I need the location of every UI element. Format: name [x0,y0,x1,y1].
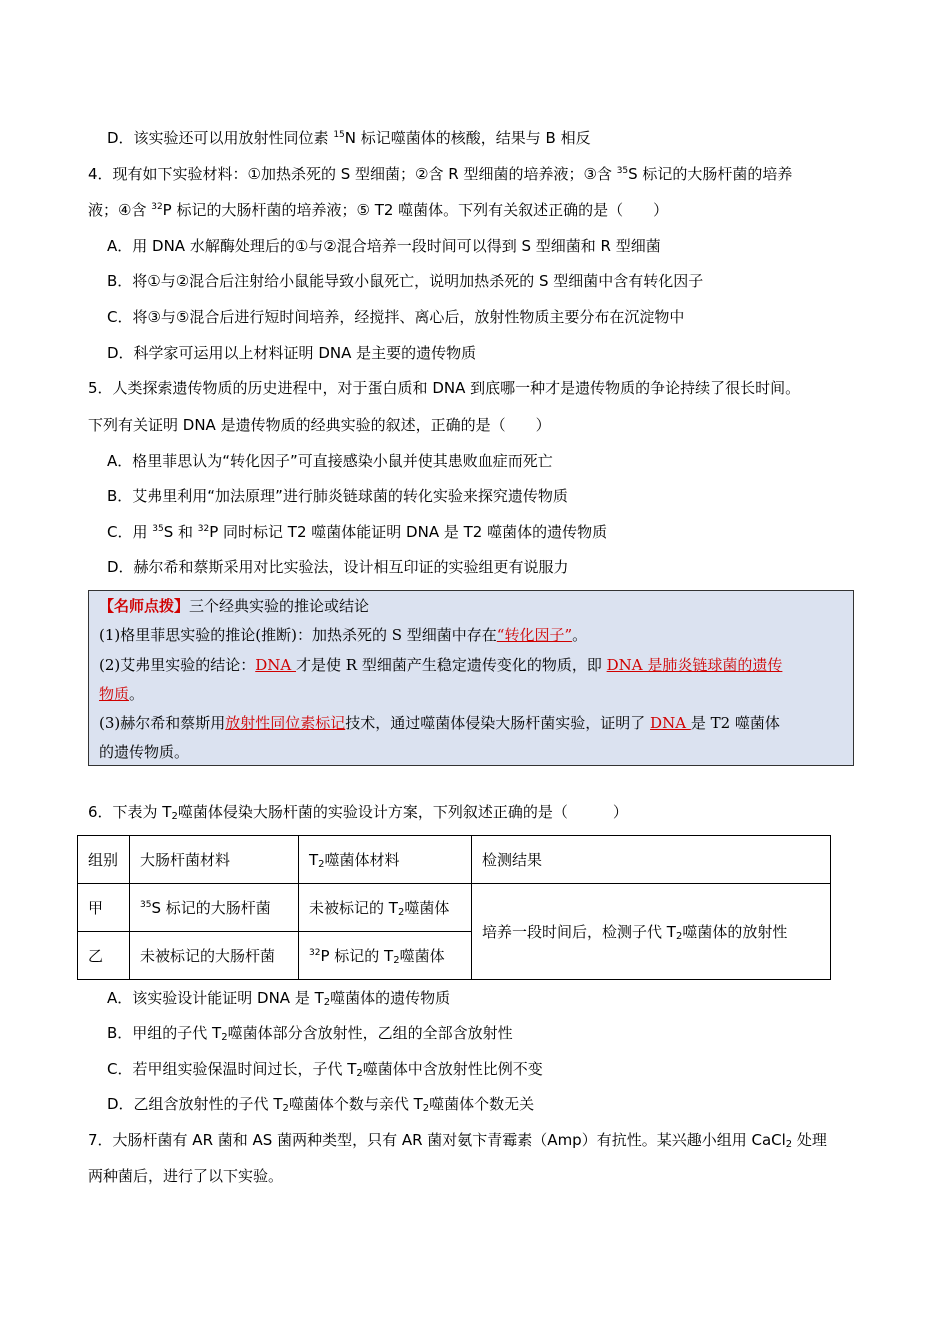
q5-option-d: D．赫尔希和蔡斯采用对比实验法，设计相互印证的实验组更有说服力 [107,558,569,576]
q4-option-c: C．将③与⑤混合后进行短时间培养，经搅拌、离心后，放射性物质主要分布在沉淀物中 [107,308,685,326]
q6-option-b: B．甲组的子代 $T_2$噬菌体部分含放射性，乙组的全部含放射性 [107,1024,513,1043]
q3-option-d: D．该实验还可以用放射性同位素 $^{15}$N 标记噬菌体的核酸，结果与 B 相反 [107,129,591,147]
q5-stem-line2: 下列有关证明 DNA 是遗传物质的经典实验的叙述，正确的是（ ） [88,416,551,434]
table-header-cell: 检测结果 [472,836,831,884]
tip-line-4: (3)赫尔希和蔡斯用放射性同位素标记技术，通过噬菌体侵染大肠杆菌实验，证明了 DNA 是 T2 噬菌体 [99,714,780,732]
q5-option-a: A．格里菲思认为“转化因子”可直接感染小鼠并使其患败血症而死亡 [107,452,553,470]
table-cell: 甲 [78,884,130,932]
q5-stem-line1: 5．人类探索遗传物质的历史进程中，对于蛋白质和 DNA 到底哪一种才是遗传物质的争论持续了很长时间。 [88,379,801,397]
table-cell: $^{32}$P 标记的 $T_2$噬菌体 [299,932,472,980]
q4-stem-line2: 液；④含 $^{32}$P 标记的大肠杆菌的培养液；⑤ T2 噬菌体。下列有关叙述正确的是（ ） [88,201,669,219]
q6-option-d: D．乙组含放射性的子代 $T_2$噬菌体个数与亲代 $T_2$噬菌体个数无关 [107,1095,535,1114]
q4-option-a: A．用 DNA 水解酶处理后的①与②混合培养一段时间可以得到 S 型细菌和 R 型细菌 [107,237,661,255]
q6-stem: 6．下表为 $T_2$噬菌体侵染大肠杆菌的实验设计方案，下列叙述正确的是（ ） [88,803,628,822]
table-cell: $^{35}$S 标记的大肠杆菌 [130,884,299,932]
tip-title-line: 【名师点拨】三个经典实验的推论或结论 [99,597,370,615]
table-cell-result: 培养一段时间后，检测子代 $T_2$噬菌体的放射性 [472,884,831,980]
tip-line-1: (1)格里菲思实验的推论(推断)：加热杀死的 S 型细菌中存在“转化因子”。 [99,626,588,644]
q5-option-c: C．用 $^{35}$S 和 $^{32}$P 同时标记 T2 噬菌体能证明 DNA 是 T2 噬菌体的遗传物质 [107,523,608,541]
q7-stem-line1: 7．大肠杆菌有 AR 菌和 AS 菌两种类型，只有 AR 菌对氨卞青霉素（Amp）有抗性。某兴趣小组用 CaCl$_2$ 处理 [88,1131,827,1150]
tip-line-5: 的遗传物质。 [99,743,190,761]
table-header-cell: 大肠杆菌材料 [130,836,299,884]
tip-title: 【名师点拨】 [99,597,190,615]
table-header-row [78,836,831,884]
table-header-cell: 组别 [78,836,130,884]
q5-option-b: B．艾弗里利用“加法原理”进行肺炎链球菌的转化实验来探究遗传物质 [107,487,568,505]
q4-option-b: B．将①与②混合后注射给小鼠能导致小鼠死亡，说明加热杀死的 S 型细菌中含有转化因子 [107,272,704,290]
q7-stem-line2: 两种菌后，进行了以下实验。 [88,1167,284,1185]
table-cell: 乙 [78,932,130,980]
q6-option-a: A．该实验设计能证明 DNA 是 $T_2$噬菌体的遗传物质 [107,989,451,1008]
table-header-cell: $T_2$噬菌体材料 [299,836,472,884]
table-cell: 未被标记的 $T_2$噬菌体 [299,884,472,932]
table-row [78,884,831,932]
q4-stem-line1: 4．现有如下实验材料：①加热杀死的 S 型细菌；②含 R 型细菌的培养液；③含 $^{35}$S 标记的大肠杆菌的培养 [88,165,793,183]
q6-option-c: C．若甲组实验保温时间过长，子代 $T_2$噬菌体中含放射性比例不变 [107,1060,543,1079]
tip-line-2: (2)艾弗里实验的结论：DNA 才是使 R 型细菌产生稳定遗传变化的物质，即 DNA 是肺炎链球菌的遗传 [99,656,783,674]
q4-option-d: D．科学家可运用以上材料证明 DNA 是主要的遗传物质 [107,344,477,362]
teacher-tip-box [88,590,854,766]
table-cell: 未被标记的大肠杆菌 [130,932,299,980]
tip-line-3: 物质。 [99,685,145,703]
experiment-table [77,835,831,980]
